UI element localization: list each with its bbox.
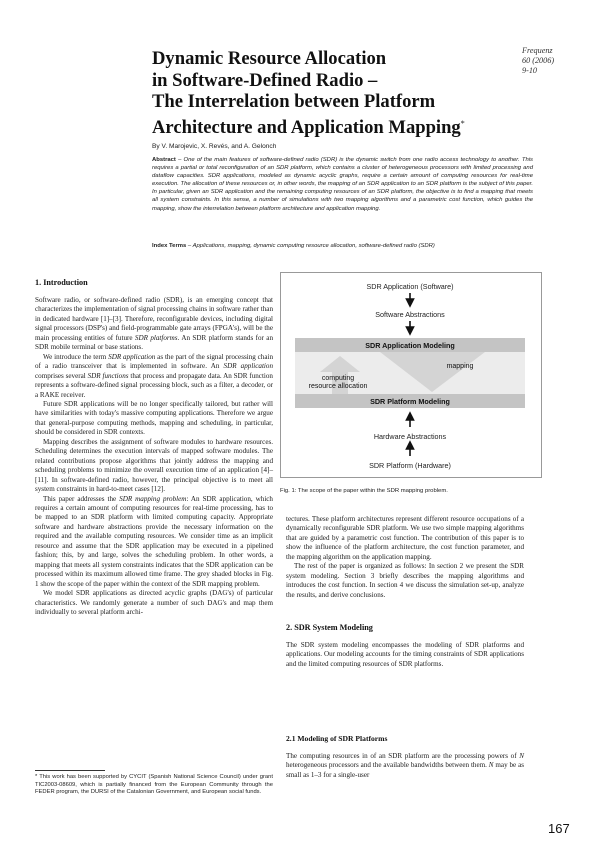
paragraph bbox=[35, 296, 273, 353]
fig-box-sdr-application: SDR Application (Software) bbox=[366, 282, 454, 291]
title-line-3: The Interrelation between Platform bbox=[152, 91, 436, 112]
authors: By V. Marojevic, X. Revés, and A. Gelonch bbox=[152, 143, 277, 150]
fig-box-application-modeling-label: SDR Application Modeling bbox=[365, 341, 455, 350]
text-run: as the part of the signal processing chain of a radio transceiver that is implemented in software. An bbox=[35, 352, 273, 371]
abstract-text: – One of the main features of software-defined radio (SDR) is the dynamic switch from one radio access technology to another. This requires a partial or total reconfiguration of an SDR platform, which contains a cluster of heterogeneous processors with limited processing and dataflow capacities. SDR applications, modeled as dynamic acyclic graphs, require a certain amount of computing resources for real-time execution. The allocation of these resources or, in other words, the mapping of an SDR application to an SDR platform is the subject of this paper. In particular, given an SDR application and the remaining computing resources of an SDR platform, the objective is to find a mapping that meets all system constraints. In this sense, a number of simulations with two mapping algorithms and a parametric cost function, which guides the mapping, show the interrelation between platform architecture and application mapping. bbox=[152, 157, 533, 212]
paragraph: The rest of the paper is organized as follows: In section 2 we present the SDR system modeling. Section 3 briefly describes the mapping algorithms and introduces the cost function. In section 4 we discuss the simulation set-up, analyze the results, and derive conclusions. bbox=[286, 562, 524, 599]
right-column-top bbox=[286, 515, 524, 600]
paragraph: The SDR system modeling encompasses the modeling of SDR platforms and applications. Our modeling accounts for the timing constraints of SDR applications and the limited computing resources of SDR platforms. bbox=[286, 641, 524, 668]
journal-volume: 60 (2006) bbox=[522, 56, 555, 65]
text-italic: SDR application bbox=[108, 352, 156, 361]
title-footnote-mark: * bbox=[460, 118, 465, 128]
figure-caption: Fig. 1: The scope of the paper within the SDR mapping problem. bbox=[280, 488, 448, 494]
text-italic: N bbox=[488, 761, 494, 770]
text-italic: N bbox=[519, 752, 524, 760]
abstract bbox=[152, 156, 533, 213]
text-italic: SDR mapping problem bbox=[119, 494, 187, 503]
section-2-1-heading: 2.1 Modeling of SDR Platforms bbox=[286, 734, 388, 743]
text-run: Software radio, or software-defined radio (SDR), is an emerging concept that characterizes the implementation of signal processing chains in software rather than in dedicated hardware [1]–[3]. Therefore, reconfigurable devices, including digital signal processors (DSP's) and field-programmable gate arrays (FPGA's), will be the main processing entities of future bbox=[35, 296, 273, 342]
fig-label-computing: computing bbox=[321, 375, 355, 382]
journal-name: Frequenz bbox=[522, 46, 553, 55]
page-number: 167 bbox=[548, 821, 570, 836]
paragraph bbox=[35, 495, 273, 590]
text-run: may be as small as 1–3 for a single-user bbox=[286, 761, 524, 779]
title-line-2: in Software-Defined Radio – bbox=[152, 69, 378, 91]
journal-pages: 9-10 bbox=[522, 66, 538, 75]
paper-title bbox=[152, 48, 522, 138]
left-column bbox=[35, 296, 273, 617]
abstract-label: Abstract bbox=[152, 157, 176, 163]
text-run: heterogeneous processors and the available bandwidths between them. bbox=[286, 761, 489, 770]
journal-info bbox=[522, 46, 592, 76]
fig-box-hardware-abstractions: Hardware Abstractions bbox=[373, 432, 447, 441]
paragraph: Mapping describes the assignment of software modules to hardware resources. Scheduling determines the execution intervals of mapped software modules. The related contributions propose algorithms that jointly address the mapping and scheduling problems to minimize the overall execution time of an application [4]–[11]. In software-defined radio, however, the principal objective is to meet all system constraints in hard-to-meet cases [12]. bbox=[35, 437, 273, 494]
title-line-4-text: Architecture and Application Mapping bbox=[152, 116, 461, 138]
title-line-4 bbox=[152, 113, 522, 139]
text-italic: SDR platforms bbox=[134, 333, 178, 342]
section-2-heading: 2. SDR System Modeling bbox=[286, 623, 373, 632]
right-column-mid bbox=[286, 641, 524, 669]
fig-box-software-abstractions: Software Abstractions bbox=[375, 310, 445, 319]
title-line-1: Dynamic Resource Allocation bbox=[152, 48, 387, 69]
footnote-rule bbox=[35, 770, 105, 771]
index-terms-text: – Applications, mapping, dynamic computing resource allocation, software-defined radio (SDR) bbox=[186, 243, 435, 249]
text-italic: SDR application bbox=[223, 362, 273, 371]
text-run: This paper addresses the bbox=[43, 494, 120, 503]
text-italic: SDR functions bbox=[87, 371, 129, 380]
text-run: : An SDR application, which requires a certain amount of computing resources for real-time processing, has to be mapped to an SDR platform with limited computing capacity. Appropriate software and hardware abstractions provide the necessary information on the required and the available computing resources. We consider time as an implicit resource and assume that the SDR application may be executed in a pipelined fashion; this, by and large, solves the scheduling problem. In other words, a mapping that meets all system constraints indicates that the SDR application can be processed within its maximum allowed time frame. The grey shaded blocks in Fig. 1 show the scope of the paper within the context of the SDR mapping problem. bbox=[35, 494, 273, 588]
paragraph bbox=[35, 353, 273, 400]
text-run: comprises several bbox=[35, 371, 88, 380]
fig-label-mapping: mapping bbox=[446, 363, 474, 370]
text-run: that process and propagate data. An SDR function represents a software-defined signal processing block, such as a filter, a decoder, or a RAKE receiver. bbox=[35, 371, 273, 399]
index-terms bbox=[152, 242, 533, 250]
index-terms-label: Index Terms bbox=[152, 243, 187, 249]
fig-box-platform-modeling-label: SDR Platform Modeling bbox=[370, 397, 450, 406]
right-column-bottom bbox=[286, 752, 524, 780]
fig-box-sdr-platform: SDR Platform (Hardware) bbox=[369, 461, 451, 470]
figure-diagram bbox=[280, 272, 542, 478]
text-run: The computing resources in of an SDR platform are the processing powers of bbox=[286, 752, 520, 760]
section-1-heading: 1. Introduction bbox=[35, 278, 88, 287]
paragraph: tectures. These platform architectures represent different resource occupations of a dynamically reconfigurable SDR platform. We use two simple mapping algorithms that are guided by a parametric cost function. The contribution of this paper is to show the influence of the platform architecture, the cost function parameter, and the mapping algorithm on the application mapping. bbox=[286, 515, 524, 561]
fig-label-resource-allocation: resource allocation bbox=[308, 383, 368, 390]
paragraph bbox=[286, 752, 524, 780]
paragraph: Future SDR applications will be no longer specifically tailored, but rather will have similarities with today's massive computing applications. Therefore we argue that general-purpose computing methods, mapping and scheduling, in particular, should be considered in SDR contexts. bbox=[35, 399, 273, 437]
text-run: . An SDR platform stands for an SDR mobile terminal or base stations. bbox=[35, 333, 273, 352]
footnote: * This work has been supported by CYCIT (Spanish National Science Council) under grant TIC2003-08609, which is partially financed from the European Community through the FEDER program, the DURSI of the Catalonian Government, and European social funds. bbox=[35, 774, 273, 796]
text-run: We introduce the term bbox=[43, 352, 109, 361]
paragraph: We model SDR applications as directed acyclic graphs (DAG's) of particular characteristics. We randomly generate a number of such DAG's and map them individually to several platform archi- bbox=[35, 589, 273, 616]
